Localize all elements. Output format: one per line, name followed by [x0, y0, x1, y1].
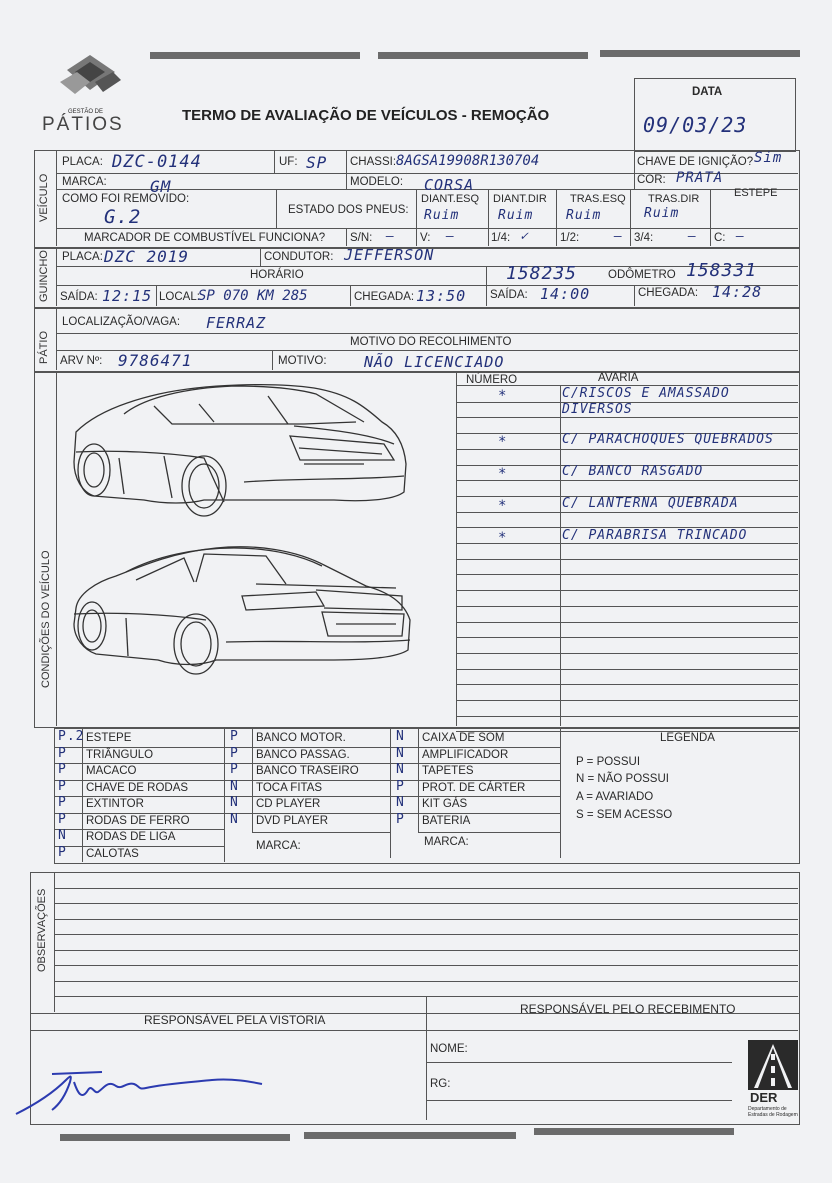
receiver-label: RESPONSÁVEL PELO RECEBIMENTO — [520, 1002, 736, 1016]
number-column-header: NÚMERO — [466, 374, 518, 386]
reason-header: MOTIVO DO RECOLHIMENTO — [350, 336, 512, 348]
tire-col-front-right: DIANT.DIR — [493, 193, 547, 205]
damage-description: C/RISCOS E AMASSADO — [562, 386, 730, 401]
item-mark: N — [230, 778, 239, 794]
ignition-key-value: Sim — [754, 150, 783, 166]
der-small-text: Departamento de Estradas de Rodagem — [748, 1106, 798, 1118]
reason-value: NÃO LICENCIADO — [364, 353, 505, 371]
item-label: RODAS DE LIGA — [86, 831, 176, 843]
decorative-bar — [600, 50, 800, 57]
item-mark: P — [58, 778, 67, 794]
item-mark: P.2 — [58, 729, 85, 744]
der-logo-icon — [748, 1040, 798, 1090]
decorative-bar — [150, 52, 360, 59]
item-label: BANCO TRASEIRO — [256, 765, 359, 777]
reason-label: MOTIVO: — [278, 355, 327, 367]
departure2-value: 14:00 — [540, 285, 591, 303]
logo-text: PÁTIOS — [42, 114, 124, 135]
quarter-label: 1/4: — [491, 232, 511, 244]
yard-section-label: PÁTIO — [38, 330, 50, 364]
car-rear-view-icon — [66, 540, 418, 690]
item-mark: P — [58, 795, 67, 810]
tow-plate-label: PLACA: — [62, 251, 103, 263]
chassis-label: CHASSI: — [350, 156, 397, 168]
departure2-label: SAÍDA: — [490, 289, 528, 301]
item-mark: P — [58, 811, 67, 827]
date-label: DATA — [692, 86, 723, 98]
arrival-label: CHEGADA: — [354, 291, 415, 303]
location-value: SP 070 KM 285 — [198, 288, 308, 304]
decorative-bar — [534, 1128, 734, 1135]
item-mark: N — [58, 828, 67, 843]
v-label: V: — [420, 232, 431, 244]
item-label: CALOTAS — [86, 847, 139, 860]
vehicle-section-label: VEÍCULO — [38, 173, 50, 222]
damage-number: * — [498, 388, 508, 404]
col3-brand-label: MARCA: — [424, 836, 469, 848]
item-label: ESTEPE — [86, 732, 132, 744]
car-front-view-icon — [64, 374, 414, 524]
col2-brand-label: MARCA: — [256, 840, 301, 852]
legend-nao-possui: N = NÃO POSSUI — [576, 773, 669, 785]
item-label: TOCA FITAS — [256, 781, 323, 794]
uf-label: UF: — [279, 156, 298, 168]
item-label: CHAVE DE RODAS — [86, 781, 189, 794]
item-mark: N — [396, 729, 405, 744]
legend-avariado: A = AVARIADO — [576, 791, 654, 803]
decorative-bar — [378, 52, 588, 59]
legend-possui: P = POSSUI — [576, 756, 641, 768]
damage-column-header: AVARIA — [598, 372, 639, 384]
damage-number: * — [498, 434, 508, 450]
plate-label: PLACA: — [62, 156, 103, 168]
item-label: PROT. DE CÁRTER — [422, 781, 526, 794]
arrival2-label: CHEGADA: — [638, 287, 699, 299]
item-mark: N — [230, 811, 239, 827]
item-label: TRIÂNGULO — [86, 748, 154, 761]
item-mark: N — [396, 762, 405, 777]
tire-value-rear-right: Ruim — [644, 206, 680, 221]
model-value: CORSA — [424, 176, 475, 194]
item-label: BANCO PASSAG. — [256, 748, 350, 761]
rg-label: RG: — [430, 1078, 451, 1090]
item-mark: N — [230, 795, 239, 810]
date-value: 09/03/23 — [643, 113, 748, 137]
tow-plate-value: DZC 2019 — [104, 247, 190, 266]
tire-col-rear-right: TRAS.DIR — [648, 193, 700, 205]
arv-label: ARV Nº: — [60, 355, 103, 367]
damage-description: C/ BANCO RASGADO — [562, 464, 704, 479]
v-value: — — [446, 229, 455, 244]
item-mark: P — [58, 745, 67, 761]
damage-description: C/ PARACHOQUES QUEBRADOS — [562, 432, 774, 447]
location-slot-value: FERRAZ — [206, 314, 267, 332]
tire-value-front-left: Ruim — [424, 208, 460, 223]
uf-value: SP — [306, 153, 328, 172]
der-logo-text: DER — [750, 1090, 778, 1105]
tire-col-front-left: DIANT.ESQ — [421, 193, 480, 205]
half-label: 1/2: — [560, 232, 580, 244]
arv-value: 9786471 — [118, 351, 193, 370]
item-label: MACACO — [86, 765, 137, 777]
damage-number: * — [498, 530, 508, 546]
fuel-gauge-label: MARCADOR DE COMBUSTÍVEL FUNCIONA? — [84, 232, 326, 244]
arrival-value: 13:50 — [416, 287, 467, 305]
brand-value: GM — [150, 177, 172, 196]
item-mark: N — [396, 745, 405, 761]
brand-label: MARCA: — [62, 176, 107, 188]
item-mark: P — [230, 762, 239, 777]
item-label: CD PLAYER — [256, 798, 321, 810]
arrival2-value: 14:28 — [712, 283, 763, 301]
ignition-key-label: CHAVE DE IGNIÇÃO? — [637, 156, 754, 168]
model-label: MODELO: — [350, 176, 404, 188]
legend-title: LEGENDA — [660, 732, 715, 744]
removal-method-value: G.2 — [104, 206, 142, 228]
damage-description: DIVERSOS — [562, 402, 633, 417]
odometer-arrival: 158331 — [686, 260, 758, 281]
item-label: KIT GÁS — [422, 798, 468, 810]
chassis-value: 8AGSA19908R130704 — [396, 153, 540, 169]
tow-section-label: GUINCHO — [38, 250, 50, 302]
c-value: — — [736, 229, 745, 244]
item-mark: P — [230, 729, 239, 744]
item-mark: P — [396, 811, 405, 827]
odometer-departure: 158235 — [506, 263, 578, 284]
color-value: PRATA — [676, 170, 724, 186]
conditions-section-label: CONDIÇÕES DO VEÍCULO — [40, 550, 52, 688]
item-mark: P — [230, 745, 239, 761]
plate-value: DZC-0144 — [112, 152, 202, 172]
sn-label: S/N: — [350, 232, 373, 244]
item-label: BATERIA — [422, 814, 471, 827]
legend-sem-acesso: S = SEM ACESSO — [576, 809, 673, 821]
damage-number: * — [498, 466, 508, 482]
item-label: DVD PLAYER — [256, 814, 329, 827]
three-quarter-value: — — [688, 229, 697, 244]
location-slot-label: LOCALIZAÇÃO/VAGA: — [62, 316, 181, 328]
item-mark: P — [396, 778, 405, 794]
patios-logo-icon — [55, 50, 125, 108]
three-quarter-label: 3/4: — [634, 232, 654, 244]
odometer-label: ODÔMETRO — [608, 269, 676, 281]
item-mark: P — [58, 762, 67, 777]
color-label: COR: — [637, 174, 666, 186]
tires-label: ESTADO DOS PNEUS: — [288, 204, 409, 216]
page-title: TERMO DE AVALIAÇÃO DE VEÍCULOS - REMOÇÃO — [182, 107, 550, 124]
schedule-label: HORÁRIO — [250, 269, 304, 281]
departure-value: 12:15 — [102, 287, 153, 305]
damage-description: C/ LANTERNA QUEBRADA — [562, 496, 739, 511]
item-label: CAIXA DE SOM — [422, 732, 505, 744]
item-label: TAPETES — [422, 765, 474, 777]
tire-col-spare: ESTEPE — [734, 187, 778, 199]
item-label: BANCO MOTOR. — [256, 732, 346, 744]
decorative-bar — [304, 1132, 516, 1139]
location-label: LOCAL: — [159, 291, 200, 303]
item-mark: P — [58, 844, 67, 860]
tire-col-rear-left: TRAS.ESQ — [570, 193, 626, 205]
item-mark: N — [396, 795, 405, 810]
driver-label: CONDUTOR: — [264, 251, 334, 263]
driver-value: JEFFERSON — [344, 246, 435, 264]
item-label: EXTINTOR — [86, 798, 144, 810]
observations-section — [30, 872, 800, 1014]
name-label: NOME: — [430, 1043, 468, 1055]
logo-small-text: GESTÃO DE — [68, 109, 104, 115]
quarter-value: ✓ — [520, 229, 529, 244]
half-value: — — [614, 229, 623, 244]
tire-value-front-right: Ruim — [498, 208, 534, 223]
sn-value: — — [386, 229, 395, 244]
damage-description: C/ PARABRISA TRINCADO — [562, 528, 748, 543]
decorative-bar — [60, 1134, 290, 1141]
observations-section-label: OBSERVAÇÕES — [36, 888, 48, 972]
tire-value-rear-left: Ruim — [566, 208, 602, 223]
c-label: C: — [714, 232, 726, 244]
removal-method-label: COMO FOI REMOVIDO: — [62, 193, 190, 205]
item-label: AMPLIFICADOR — [422, 748, 509, 761]
damage-number: * — [498, 498, 508, 514]
inspector-signature-icon — [12, 1060, 272, 1120]
item-label: RODAS DE FERRO — [86, 814, 190, 827]
inspector-label: RESPONSÁVEL PELA VISTORIA — [144, 1013, 326, 1027]
departure-label: SAÍDA: — [60, 291, 98, 303]
